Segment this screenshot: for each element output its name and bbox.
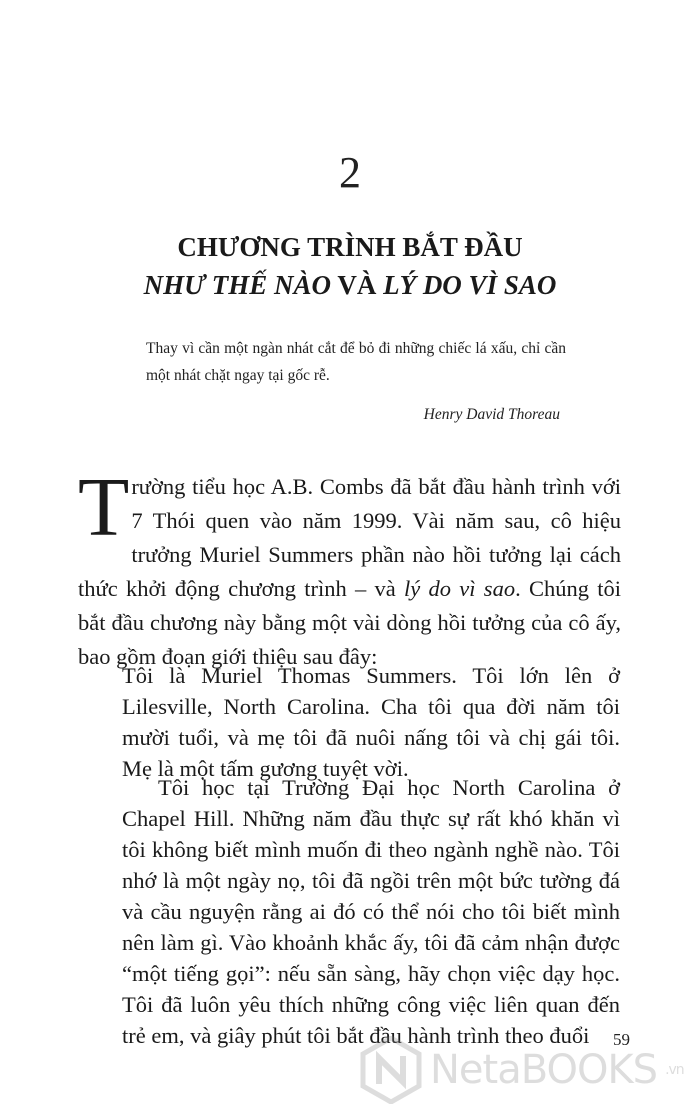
body-paragraph	[78, 461, 621, 674]
quote-paragraph-2: Tôi học tại Trường Đại học North Carolina ở Chapel Hill. Những năm đầu thực sự rất khó khăn vì tôi không biết mình muốn đi theo ngành nghề nào. Tôi nhớ là một ngày nọ, tôi đã ngồi trên một bức tường đá và cầu nguyện rằng ai đó có thể nói cho tôi biết mình nên làm gì. Vào khoảnh khắc ấy, tôi đã cảm nhận được “một tiếng gọi”: nếu sẵn sàng, hãy chọn việc dạy học. Tôi đã luôn yêu thích những công việc liên quan đến trẻ em, và giây phút tôi bắt đầu hành trình theo đuổi	[122, 775, 620, 1048]
page-number: 59	[613, 1030, 630, 1049]
epigraph-author: Henry David Thoreau	[423, 406, 560, 423]
quote-paragraph-1: Tôi là Muriel Thomas Summers. Tôi lớn lên ở Lilesville, North Carolina. Cha tôi qua đời năm tôi mười tuổi, và mẹ tôi đã nuôi nấng tôi và chị gái tôi. Mẹ là một tấm gương tuyệt vời.	[122, 663, 620, 781]
epigraph-text: Thay vì cần một ngàn nhát cắt để bỏ đi những chiếc lá xấu, chỉ cần một nhát chặt ngay tại gốc rễ.	[146, 340, 566, 384]
watermark-suffix: .vn	[665, 1062, 684, 1078]
watermark-brand: NetaBOOKS	[430, 1047, 658, 1093]
body-text-a: rường tiểu học A.B. Combs đã bắt đầu hành trình với 7 Thói quen vào năm 1999. Vài năm sau, cô hiệu trưởng Muriel Summers phần nào hồi tưởng lại cách thức khởi động chương trình – và	[78, 474, 621, 601]
drop-cap: T	[78, 461, 130, 554]
chapter-title-part-a: NHƯ THẾ NÀO	[143, 270, 332, 300]
body-text-italic: lý do vì sao	[404, 576, 516, 601]
chapter-title-line2	[0, 266, 700, 304]
body-text-b: . Chúng tôi bắt đầu chương này bằng một vài dòng hồi tưởng của cô ấy, bao gồm đoạn giới thiệu sau đây:	[78, 576, 621, 669]
chapter-title-line1: CHƯƠNG TRÌNH BẮT ĐẦU	[177, 232, 523, 262]
chapter-title-part-b: VÀ	[331, 270, 384, 300]
watermark	[360, 1030, 700, 1110]
chapter-number: 2	[339, 148, 361, 197]
netabooks-logo-icon	[360, 1036, 422, 1104]
chapter-title-part-c: LÝ DO VÌ SAO	[383, 270, 557, 300]
chapter-title	[0, 228, 700, 304]
